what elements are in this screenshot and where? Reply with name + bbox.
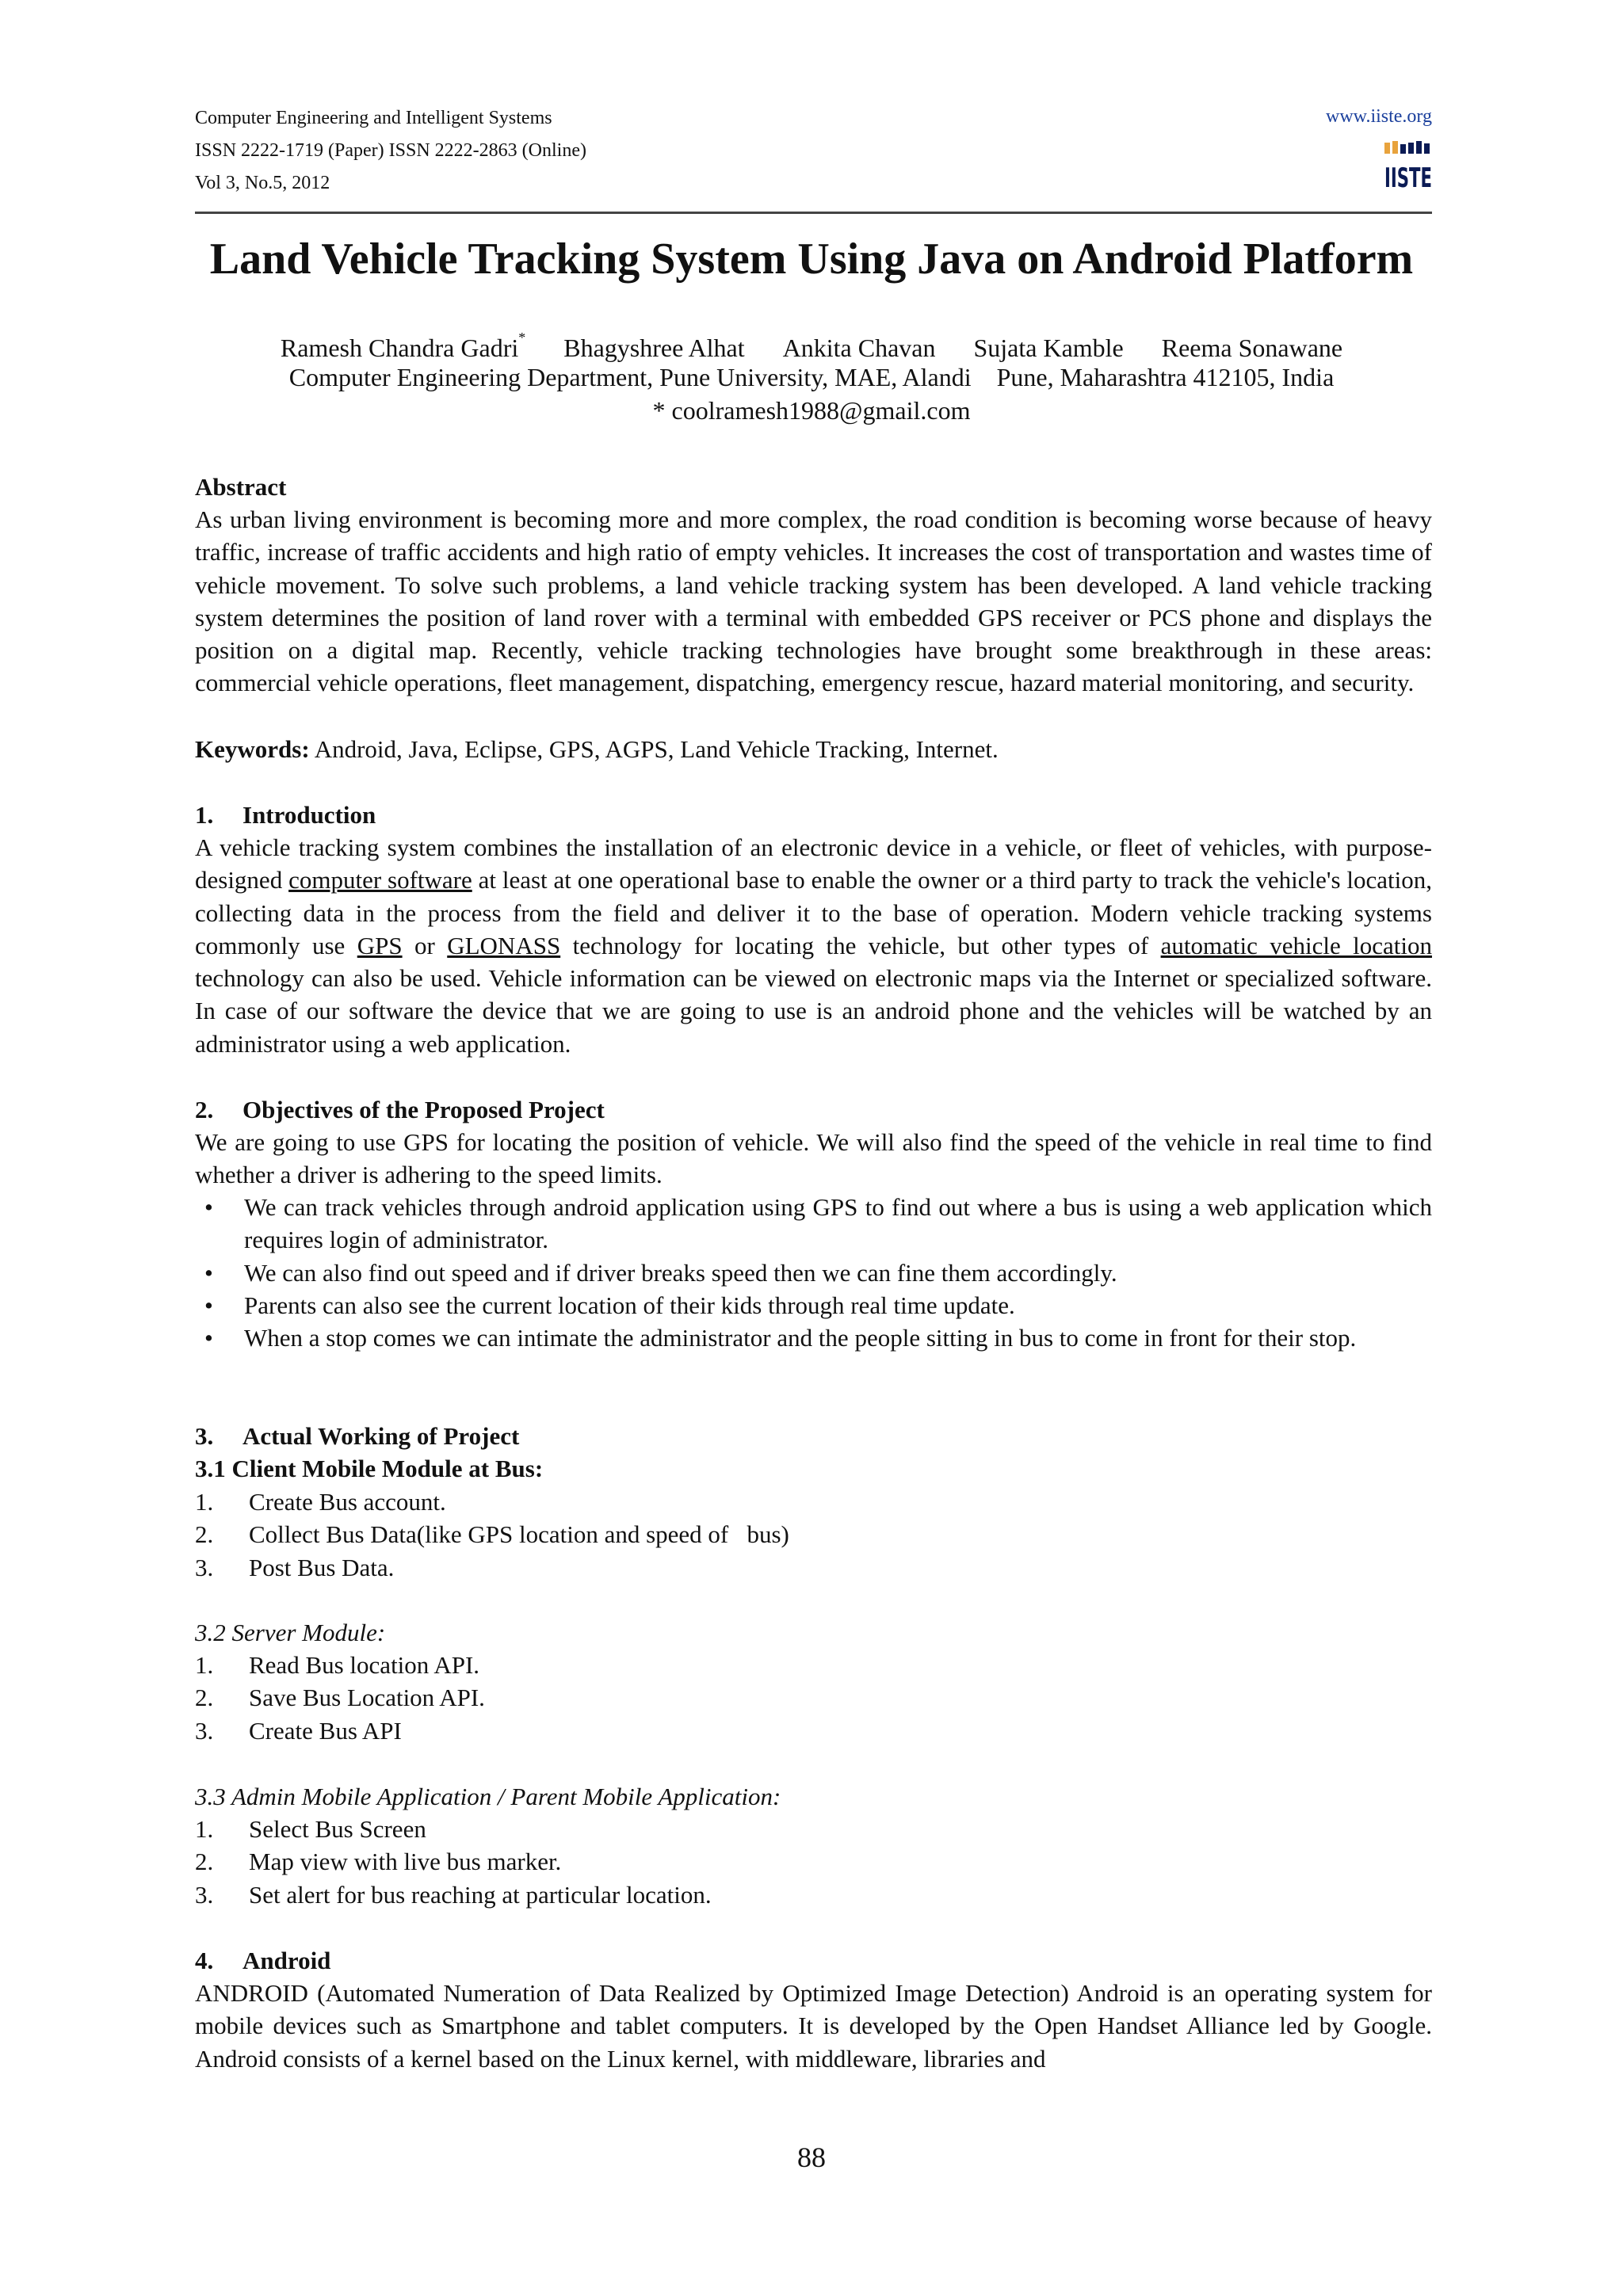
client-module-list xyxy=(195,1486,1432,1584)
server-module-list xyxy=(195,1649,1432,1747)
iiste-logo xyxy=(1383,139,1434,195)
author-name: Bhagyshree Alhat xyxy=(563,333,745,362)
logo-bar-6 xyxy=(1424,143,1430,154)
bullet-icon: • xyxy=(204,1258,213,1287)
logo-bar-5 xyxy=(1416,141,1422,154)
list-item: 2. Map view with live bus marker. xyxy=(195,1848,562,1876)
list-item: 3. Set alert for bus reaching at particular location. xyxy=(195,1880,712,1909)
list-item: 2. Save Bus Location API. xyxy=(195,1684,485,1712)
corresponding-email[interactable]: * coolramesh1988@gmail.com xyxy=(652,396,971,425)
logo-bar-2 xyxy=(1392,141,1398,154)
list-item: • Parents can also see the current location of their kids through real time update. xyxy=(195,1289,1432,1322)
link-automatic-vehicle-location[interactable]: automatic vehicle location xyxy=(1160,931,1432,959)
list-item: • When a stop comes we can intimate the administrator and the people sitting in bus to come in front for their stop. xyxy=(195,1322,1432,1354)
section-heading-android: 4. Android xyxy=(195,1947,331,1974)
keywords-label: Keywords: xyxy=(195,735,310,763)
section-heading-introduction: 1. Introduction xyxy=(195,801,376,829)
list-item: • We can track vehicles through android application using GPS to find out where a bus is using a web application which requires login of administrator. xyxy=(195,1191,1432,1257)
admin-app-list xyxy=(195,1813,1432,1911)
author-name: Ankita Chavan xyxy=(782,333,936,362)
abstract-text: As urban living environment is becoming more and more complex, the road condition is becoming worse because of heavy traffic, increase of traffic accidents and high ratio of empty vehicles. It increases the cost of transportation and wastes time of vehicle movement. To solve such problems, a land vehicle tracking system has been developed. A land vehicle tracking system determines the position of land rover with a terminal with embedded GPS receiver or PCS phone and displays the position on a digital map. Recently, vehicle tracking technologies have brought some breakthrough in these areas: commercial vehicle operations, fleet management, dispatching, emergency rescue, hazard material monitoring, and security. xyxy=(195,505,1432,697)
header-rule xyxy=(195,212,1432,214)
paper-title: Land Vehicle Tracking System Using Java on Android Platform xyxy=(209,235,1414,284)
link-computer-software[interactable]: computer software xyxy=(288,866,472,894)
author-list xyxy=(238,326,1385,364)
journal-name: Computer Engineering and Intelligent Systems xyxy=(195,108,552,128)
list-item: 1. Create Bus account. xyxy=(195,1488,446,1516)
keywords-text: Android, Java, Eclipse, GPS, AGPS, Land Vehicle Tracking, Internet. xyxy=(314,735,999,763)
abstract-heading: Abstract xyxy=(195,473,287,501)
android-text: ANDROID (Automated Numeration of Data Realized by Optimized Image Detection) Android is an operating system for mobile devices such as Smartphone and tablet computers. It is developed by the Open Handset Alliance led by Google. Android consists of a kernel based on the Linux kernel, with middleware, libraries and xyxy=(195,1979,1432,2073)
subsection-heading-client-module: 3.1 Client Mobile Module at Bus: xyxy=(195,1455,544,1482)
objectives-bullet-list xyxy=(195,1191,1432,1354)
bullet-icon: • xyxy=(204,1193,213,1221)
list-item: • We can also find out speed and if driver breaks speed then we can fine them accordingly. xyxy=(195,1257,1432,1289)
logo-bar-3 xyxy=(1400,144,1406,154)
list-item: 1. Select Bus Screen xyxy=(195,1815,426,1843)
author-name: Reema Sonawane xyxy=(1161,333,1343,362)
logo-bar-1 xyxy=(1384,143,1390,154)
volume-line: Vol 3, No.5, 2012 xyxy=(195,173,330,193)
author-name: Sujata Kamble xyxy=(973,333,1124,362)
issn-line: ISSN 2222-1719 (Paper) ISSN 2222-2863 (Online) xyxy=(195,140,586,161)
link-gps[interactable]: GPS xyxy=(357,931,403,959)
list-item: 2. Collect Bus Data(like GPS location and speed of bus) xyxy=(195,1520,789,1549)
list-item: 1. Read Bus location API. xyxy=(195,1651,480,1679)
bullet-icon: • xyxy=(204,1291,213,1319)
subsection-heading-admin-app: 3.3 Admin Mobile Application / Parent Mobile Application: xyxy=(195,1783,781,1810)
bullet-icon: • xyxy=(204,1324,213,1352)
section-heading-objectives: 2. Objectives of the Proposed Project xyxy=(195,1096,605,1123)
logo-bar-4 xyxy=(1408,143,1414,154)
journal-url-link[interactable]: www.iiste.org xyxy=(1326,106,1432,127)
corresponding-mark: * xyxy=(518,330,526,345)
introduction-text: A vehicle tracking system combines the installation of an electronic device in a vehicle, or fleet of vehicles, with purpose-designed computer software at least at one operational base to enable the owner or a third party to track the vehicle's location, collecting data in the process from the field and deliver it to the base of operation. Modern vehicle tracking systems commonly use GPS or GLONASS technology for locating the vehicle, but other types of automatic vehicle location technology can also be used. Vehicle information can be viewed on electronic maps via the Internet or specialized software. In case of our software the device that we are going to use is an android phone and the vehicles will be watched by an administrator using a web application. xyxy=(195,833,1432,1058)
list-item: 3. Post Bus Data. xyxy=(195,1553,395,1581)
author-name: Ramesh Chandra Gadri* xyxy=(280,330,526,362)
subsection-heading-server-module: 3.2 Server Module: xyxy=(195,1619,386,1646)
list-item: 3. Create Bus API xyxy=(195,1716,402,1745)
page-number: 88 xyxy=(797,2142,826,2173)
affiliation: Computer Engineering Department, Pune University, MAE, Alandi Pune, Maharashtra 412105, India xyxy=(288,363,1335,391)
objectives-text: We are going to use GPS for locating the position of vehicle. We will also find the speed of the vehicle in real time to find whether a driver is adhering to the speed limits. xyxy=(195,1128,1432,1189)
logo-text: IISTE xyxy=(1384,162,1432,194)
section-heading-working: 3. Actual Working of Project xyxy=(195,1422,520,1450)
keywords-line xyxy=(195,733,1432,765)
link-glonass[interactable]: GLONASS xyxy=(447,931,561,959)
